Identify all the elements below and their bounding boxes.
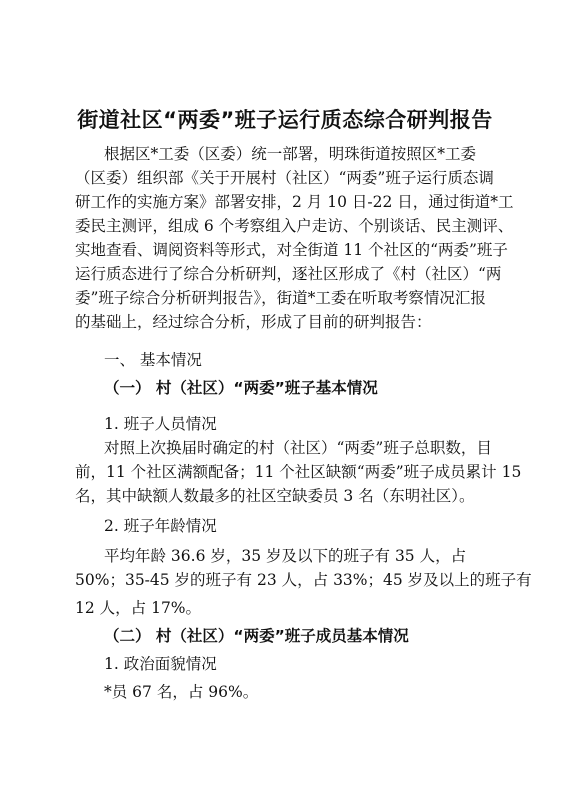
paragraph-line: 12 人，占 17%。 [75,599,202,617]
paragraph-line: 名，其中缺额人数最多的社区空缺委员 3 名（东明社区）。 [75,487,475,505]
item-heading: 2. 班子年龄情况 [104,517,217,535]
paragraph-line: 研工作的实施方案》部署安排，2 月 10 日-22 日，通过街道*工 [75,193,514,211]
section-heading: 一、 基本情况 [104,351,202,369]
item-heading: 1. 政治面貌情况 [104,655,217,673]
subsection-heading: （二） 村（社区）“两委”班子成员基本情况 [104,627,409,645]
paragraph-line: 对照上次换届时确定的村（社区）“两委”班子总职数，目 [104,439,492,457]
paragraph-line: 委”班子综合分析研判报告》，街道*工委在听取考察情况汇报 [75,289,486,307]
paragraph-line: *员 67 名，占 96%。 [104,683,259,701]
paragraph-line: 平均年龄 36.6 岁，35 岁及以下的班子有 35 人，占 [104,547,467,565]
item-heading: 1. 班子人员情况 [104,415,217,433]
paragraph-line: 的基础上，经过综合分析，形成了目前的研判报告： [75,313,432,331]
paragraph-line: 前，11 个社区满额配备；11 个社区缺额“两委”班子成员累计 15 [75,463,522,481]
paragraph-line: 委民主测评，组成 6 个考察组入户走访、个别谈话、民主测评、 [75,217,514,235]
paragraph-line: 实地查看、调阅资料等形式，对全街道 11 个社区的“两委”班子 [75,241,508,259]
subsection-heading: （一） 村（社区）“两委”班子基本情况 [104,379,378,397]
document-title: 街道社区“两委”班子运行质态综合研判报告 [77,108,493,132]
paragraph-line: 运行质态进行了综合分析研判，逐社区形成了《村（社区）“两 [75,265,502,283]
paragraph-line: （区委）组织部《关于开展村（社区）“两委”班子运行质态调 [75,169,494,187]
paragraph-line: 根据区*工委（区委）统一部署，明珠街道按照区*工委 [104,145,477,163]
paragraph-line: 50%；35-45 岁的班子有 23 人，占 33%；45 岁及以上的班子有 [75,571,532,589]
